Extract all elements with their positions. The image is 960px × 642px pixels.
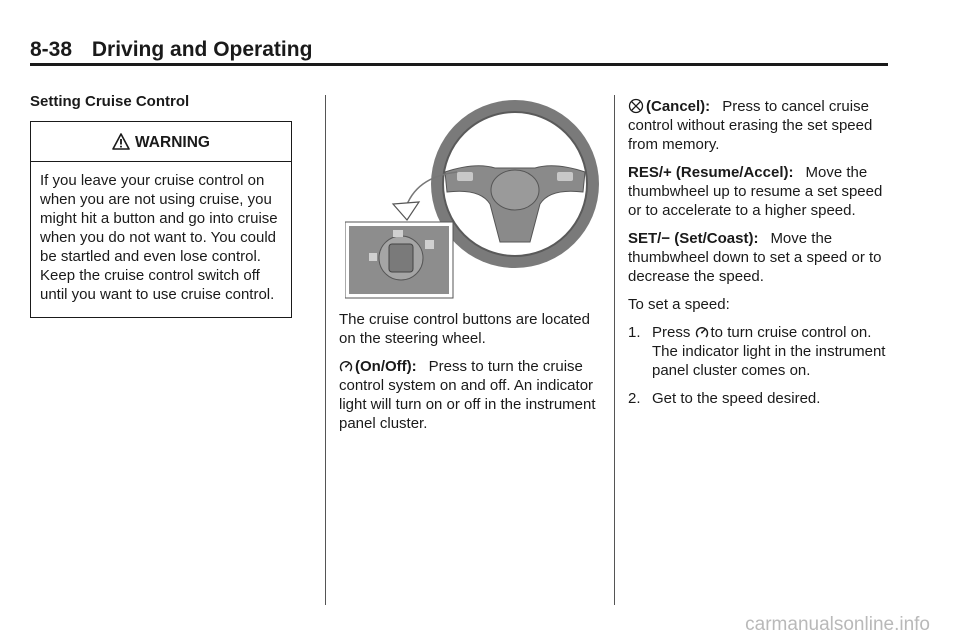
section-title: Setting Cruise Control [30, 93, 190, 110]
res-paragraph [628, 163, 896, 220]
cancel-paragraph [628, 97, 896, 154]
onoff-text: Press to turn the cruise control system on and off. An indicator light will turn on or off in the instrument panel cluster. [339, 358, 596, 432]
set-text: Move the thumbwheel down to set a speed or to decrease the speed. [628, 230, 882, 285]
res-term: RES/+ (Resume/Accel): [628, 164, 794, 181]
column-divider [325, 95, 326, 605]
step-press: Press [652, 324, 691, 341]
step-number: 1. [628, 324, 641, 341]
step-number: 2. [628, 390, 641, 407]
steering-wheel-figure [345, 92, 600, 302]
page-header [30, 38, 312, 62]
column-middle [339, 310, 601, 442]
step-text: to turn cruise control on. The indicator light in the instrument panel cluster comes on. [652, 324, 886, 379]
cruise-on-off-icon [339, 359, 353, 374]
header-rule [30, 63, 888, 66]
column-right [628, 97, 896, 417]
list-item [628, 389, 896, 408]
cancel-term: (Cancel): [646, 98, 711, 115]
list-item [628, 323, 896, 380]
cruise-cancel-icon [628, 98, 644, 114]
cancel-text: Press to cancel cruise control without erasing the set speed from memory. [628, 98, 873, 153]
onoff-term: (On/Off): [355, 358, 417, 375]
steering-wheel-illustration [345, 92, 600, 302]
column-divider [614, 95, 615, 605]
cruise-on-off-icon [695, 325, 709, 340]
warning-label: WARNING [135, 134, 210, 151]
watermark: carmanualsonline.info [745, 614, 930, 635]
intro-paragraph: The cruise control buttons are located on the steering wheel. [339, 311, 590, 347]
warning-header [31, 122, 291, 162]
step-text: Get to the speed desired. [652, 390, 821, 407]
page-number: 8-38 [30, 38, 73, 61]
res-text: Move the thumbwheel up to resume a set speed or to accelerate to a higher speed. [628, 164, 883, 219]
warning-triangle-icon [112, 133, 130, 150]
column-left [30, 92, 316, 318]
chapter-title: Driving and Operating [91, 38, 313, 61]
set-paragraph [628, 229, 896, 286]
warning-text: If you leave your cruise control on when you are not using cruise, you might hit a button and go into cruise when you do not want to. You could be startled and even lose control. Keep the cruise control switch off until you want to use cruise control. [40, 172, 278, 303]
onoff-paragraph [339, 357, 601, 433]
warning-box [30, 121, 292, 318]
set-term: SET/− (Set/Coast): [628, 230, 759, 247]
to-set-heading: To set a speed: [628, 296, 730, 313]
